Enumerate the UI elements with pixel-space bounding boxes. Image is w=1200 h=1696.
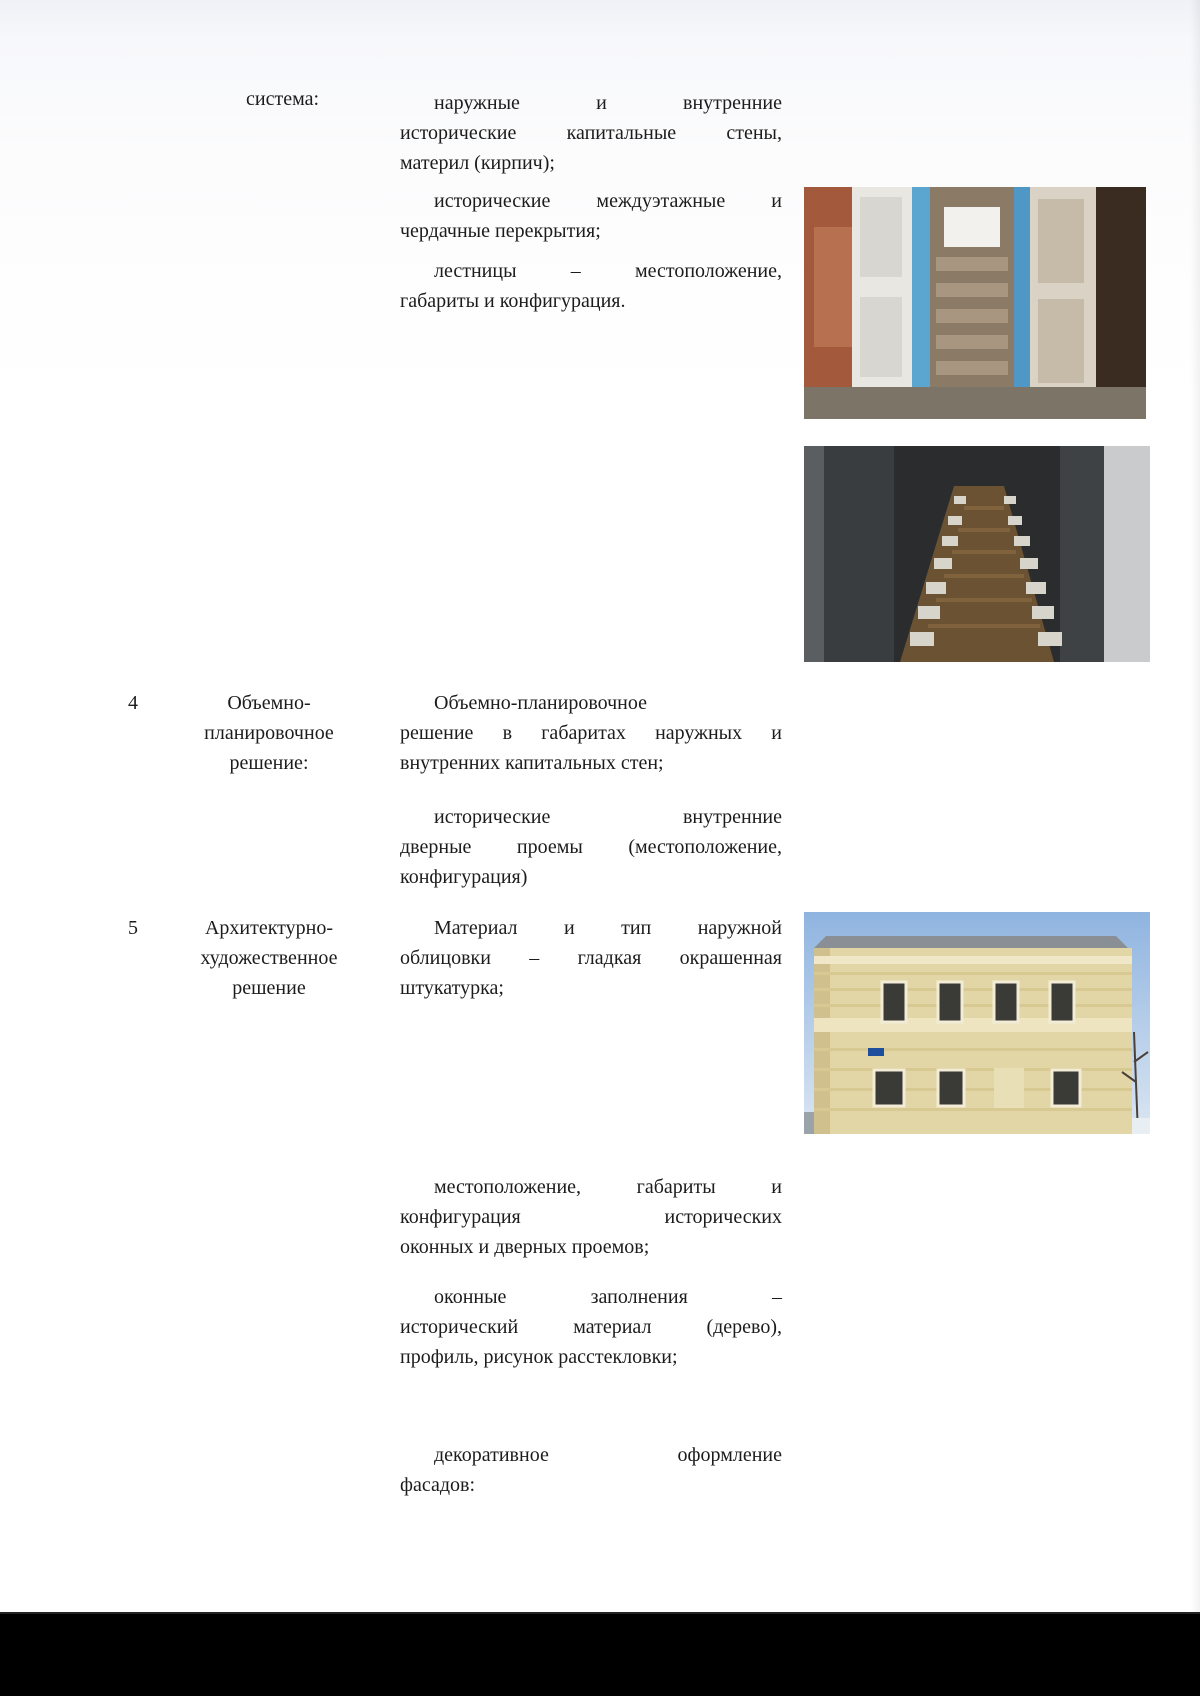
row5-paragraph-3 [400,1282,782,1372]
text-line: конфигурация) [400,866,528,888]
row4-paragraph-2 [400,802,782,892]
text-line: наружные и внутренние [434,92,782,114]
text-line: Материал и тип наружной [434,917,782,939]
text-line: Объемно- [227,692,311,714]
text-line: облицовки – гладкая окрашенная [400,947,782,969]
row3-paragraph-3 [400,256,782,316]
row5-paragraph-4 [400,1440,782,1500]
text-line: габариты и конфигурация. [400,290,626,312]
text-line: чердачные перекрытия; [400,220,601,242]
row5-paragraph-2 [400,1172,782,1262]
row3-label: система: [246,88,320,110]
text-line: исторические внутренние [434,806,782,828]
text-line: штукатурка; [400,977,504,999]
row5-number: 5 [128,917,138,939]
photo-building-facade [804,912,1150,1134]
text-line: конфигурация исторических [400,1206,782,1228]
text-line: оконные заполнения – [434,1286,782,1308]
text-line: Объемно-планировочное [434,692,647,714]
text-line: декоративное оформление [434,1444,782,1466]
text-line: внутренних капитальных стен; [400,752,664,774]
text-line: решение [232,977,306,999]
text-line: профиль, рисунок расстекловки; [400,1346,678,1368]
text-line: материл (кирпич); [400,152,555,174]
text-line: дверные проемы (местоположение, [400,836,782,858]
photo-staircase-doorway-graphic [804,187,1146,419]
photo-building-facade-graphic [804,912,1150,1134]
text-line: исторический материал (дерево), [400,1316,782,1338]
text-line: фасадов: [400,1474,476,1496]
text-line: исторические междуэтажные и [434,190,782,212]
row4-paragraph-1 [400,688,782,778]
text-line: оконных и дверных проемов; [400,1236,650,1258]
text-line: решение в габаритах наружных и [400,722,782,744]
photo-dark-staircase [804,446,1150,662]
photo-dark-staircase-graphic [804,446,1150,662]
row4-label [174,688,364,778]
text-line: решение: [229,752,309,774]
text-line: планировочное [204,722,334,744]
text-line: художественное [200,947,338,969]
row5-paragraph-1 [400,913,782,1003]
photo-staircase-doorway [804,187,1146,419]
row3-paragraph-2 [400,186,782,246]
row5-label [174,913,364,1003]
text-line: местоположение, габариты и [434,1176,782,1198]
text-line: Архитектурно- [204,917,334,939]
row4-number: 4 [128,692,138,714]
text-line: лестницы – местоположение, [434,260,782,282]
row3-paragraph-1 [400,88,782,178]
text-line: исторические капитальные стены, [400,122,782,144]
